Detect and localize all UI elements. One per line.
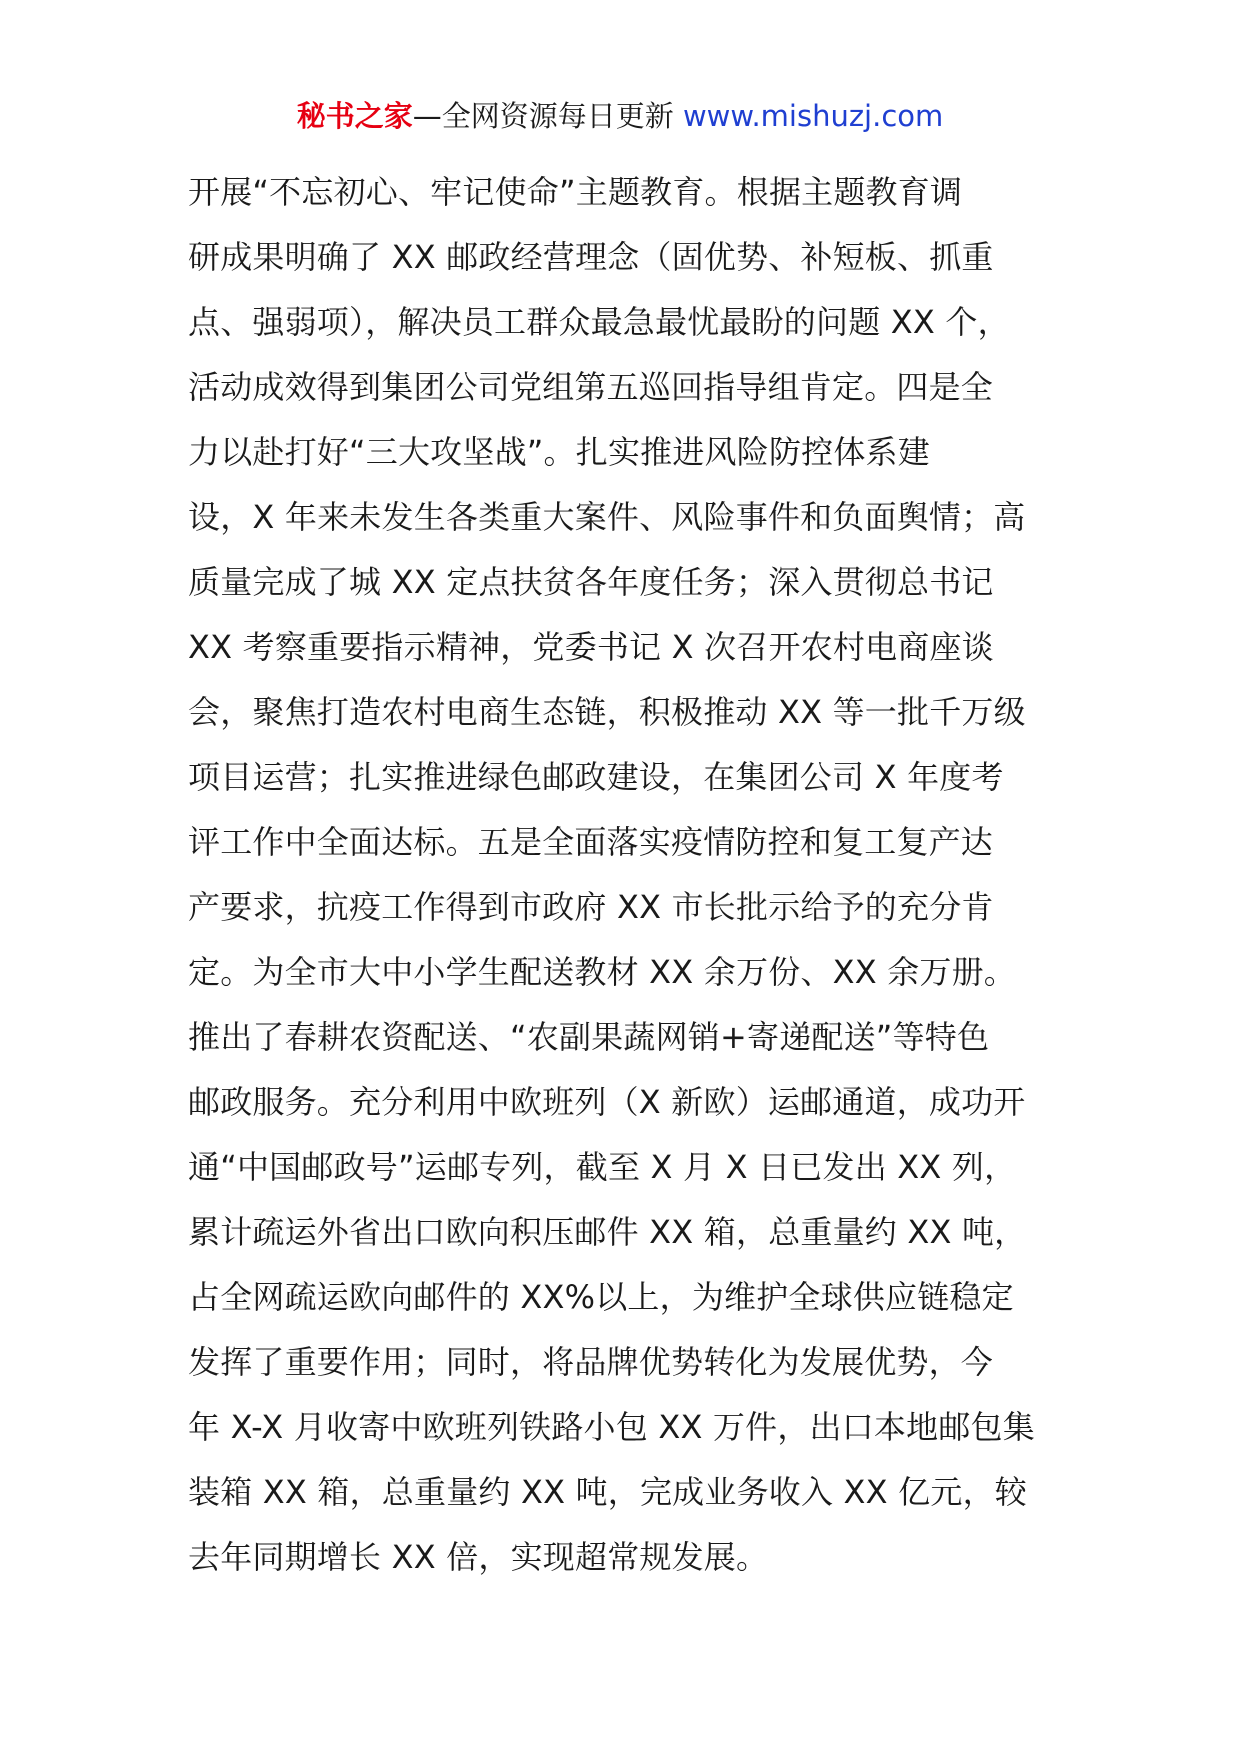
- text-line: 邮政服务。充分利用中欧班列（X 新欧）运邮通道，成功开: [188, 1083, 1026, 1121]
- text-line: 研成果明确了 XX 邮政经营理念（固优势、补短板、抓重: [188, 238, 994, 276]
- text-line: 评工作中全面达标。五是全面落实疫情防控和复工复产达: [188, 823, 994, 861]
- text-line: 产要求，抗疫工作得到市政府 XX 市长批示给予的充分肯: [188, 888, 994, 926]
- text-line: 去年同期增长 XX 倍，实现超常规发展。: [188, 1538, 769, 1576]
- text-line: 项目运营；扎实推进绿色邮政建设，在集团公司 X 年度考: [188, 758, 1004, 796]
- text-line: 通“中国邮政号”运邮专列，截至 X 月 X 日已发出 XX 列，: [188, 1148, 1017, 1186]
- text-line: 会，聚焦打造农村电商生态链，积极推动 XX 等一批千万级: [188, 693, 1026, 731]
- text-line: 占全网疏运欧向邮件的 XX%以上，为维护全球供应链稳定: [188, 1278, 1014, 1316]
- text-line: 累计疏运外省出口欧向积压邮件 XX 箱，总重量约 XX 吨，: [188, 1213, 1027, 1251]
- text-line: XX 考察重要指示精神，党委书记 X 次召开农村电商座谈: [188, 628, 994, 666]
- header-tagline: —全网资源每日更新: [412, 99, 683, 133]
- text-line: 发挥了重要作用；同时，将品牌优势转化为发展优势，今: [188, 1343, 994, 1381]
- text-line: 力以赴打好“三大攻坚战”。扎实推进风险防控体系建: [188, 433, 930, 471]
- text-line: 装箱 XX 箱，总重量约 XX 吨，完成业务收入 XX 亿元，较: [188, 1473, 1027, 1511]
- text-line: 定。为全市大中小学生配送教材 XX 余万份、XX 余万册。: [188, 953, 1017, 991]
- brand-name: 秘书之家: [296, 99, 413, 133]
- text-line: 点、强弱项），解决员工群众最急最忧最盼的问题 XX 个，: [188, 303, 1010, 341]
- text-line: 年 X-X 月收寄中欧班列铁路小包 XX 万件，出口本地邮包集: [188, 1408, 1035, 1446]
- website-link[interactable]: www.mishuzj.com: [682, 99, 944, 133]
- site-header: [0, 96, 1240, 136]
- document-body: [188, 160, 1058, 1590]
- text-line: 活动成效得到集团公司党组第五巡回指导组肯定。四是全: [188, 368, 994, 406]
- text-line: 开展“不忘初心、牢记使命”主题教育。根据主题教育调: [188, 173, 963, 211]
- text-line: 设，X 年来未发生各类重大案件、风险事件和负面舆情；高: [188, 498, 1026, 536]
- text-line: 推出了春耕农资配送、“农副果蔬网销+寄递配送”等特色: [188, 1018, 990, 1056]
- text-line: 质量完成了城 XX 定点扶贫各年度任务；深入贯彻总书记: [188, 563, 994, 601]
